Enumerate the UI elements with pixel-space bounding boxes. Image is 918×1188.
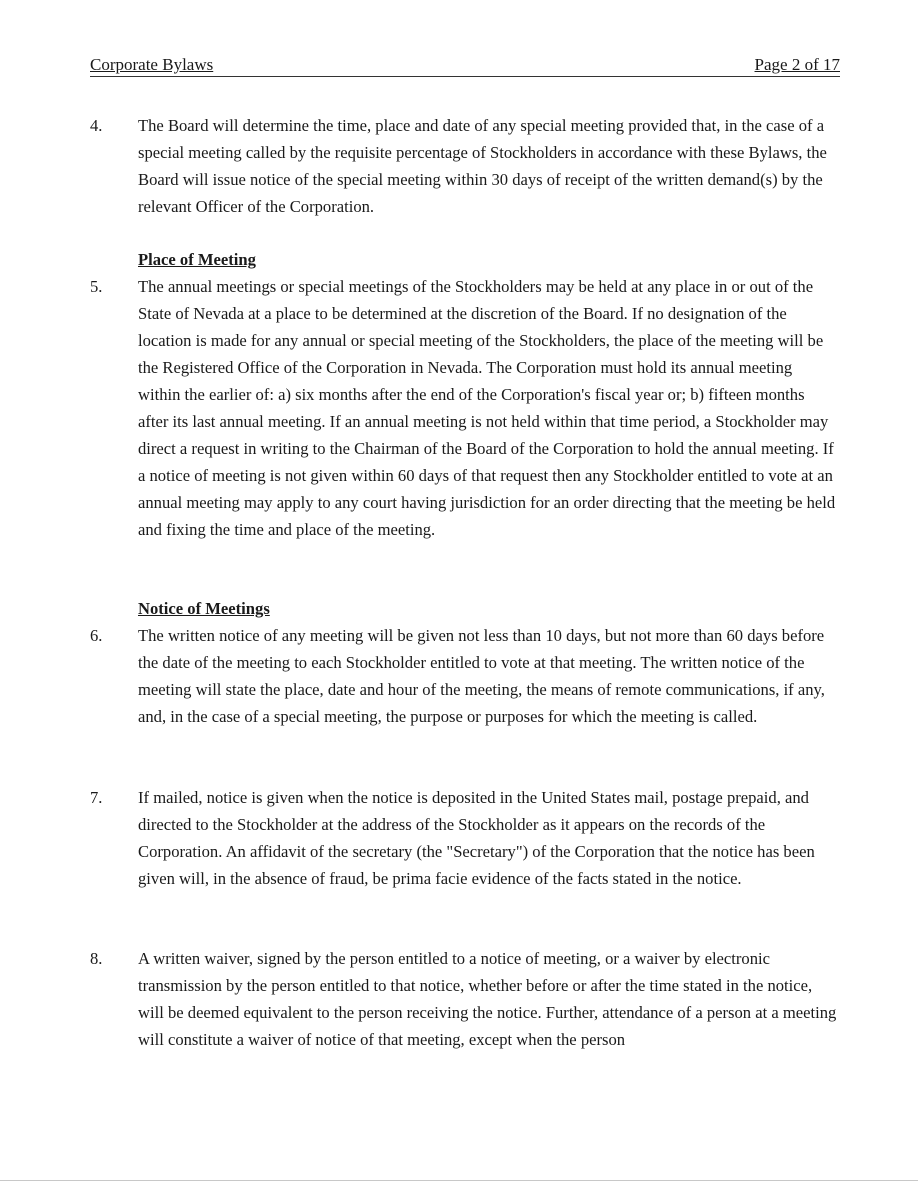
page-number: Page 2 of 17: [754, 55, 840, 74]
paragraph-number: 6.: [90, 626, 103, 645]
page-header: [90, 55, 840, 77]
paragraph-number: 7.: [90, 788, 103, 807]
header-divider: [90, 76, 840, 77]
document-title: Corporate Bylaws: [90, 55, 214, 74]
paragraph-text: If mailed, notice is given when the notice is deposited in the United States mail, postage prepaid, and directed to the Stockholder at the address of the Stockholder as it appears on the records of the Corporation. An affidavit of the secretary (the "Secretary") of the Corporation that the notice has been given will, in the absence of fraud, be prima facie evidence of the facts stated in the notice.: [138, 788, 815, 888]
paragraph-number: 8.: [90, 949, 103, 968]
paragraph-text: The annual meetings or special meetings of the Stockholders may be held at any place in or out of the State of Nevada at a place to be determined at the discretion of the Board. If no designation of the location is made for any annual or special meeting of the Stockholders, the place of the meeting will be the Registered Office of the Corporation in Nevada. The Corporation must hold its annual meeting within the earlier of: a) six months after the end of the Corporation's fiscal year or; b) fifteen months after its last annual meeting. If an annual meeting is not held within that time period, a Stockholder may direct a request in writing to the Chairman of the Board of the Corporation to hold the annual meeting. If a notice of meeting is not given within 60 days of that request then any Stockholder entitled to vote at an annual meeting may apply to any court having jurisdiction for an order directing that the meeting be held and fixing the time and place of the meeting.: [138, 277, 836, 539]
paragraph-text: The written notice of any meeting will be given not less than 10 days, but not more than 60 days before the date of the meeting to each Stockholder entitled to vote at that meeting. The written notice of the meeting will state the place, date and hour of the meeting, the means of remote communications, if any, and, in the case of a special meeting, the purpose or purposes for which the meeting is called.: [138, 626, 825, 726]
scan-edge-line: [0, 1180, 918, 1181]
paragraph-number: 5.: [90, 277, 103, 296]
section-heading-notice-of-meetings: Notice of Meetings: [138, 599, 270, 618]
paragraph-number: 4.: [90, 116, 103, 135]
paragraph-text: The Board will determine the time, place and date of any special meeting provided that, in the case of a special meeting called by the requisite percentage of Stockholders in accordance with these Bylaws, the Board will issue notice of the special meeting within 30 days of receipt of the written demand(s) by the relevant Officer of the Corporation.: [138, 116, 827, 216]
section-heading-place-of-meeting: Place of Meeting: [138, 250, 256, 269]
paragraph-text: A written waiver, signed by the person entitled to a notice of meeting, or a waiver by electronic transmission by the person entitled to that notice, whether before or after the time stated in the notice, will be deemed equivalent to the person receiving the notice. Further, attendance of a person at a meeting will constitute a waiver of notice of that meeting, except when the person: [138, 949, 837, 1049]
